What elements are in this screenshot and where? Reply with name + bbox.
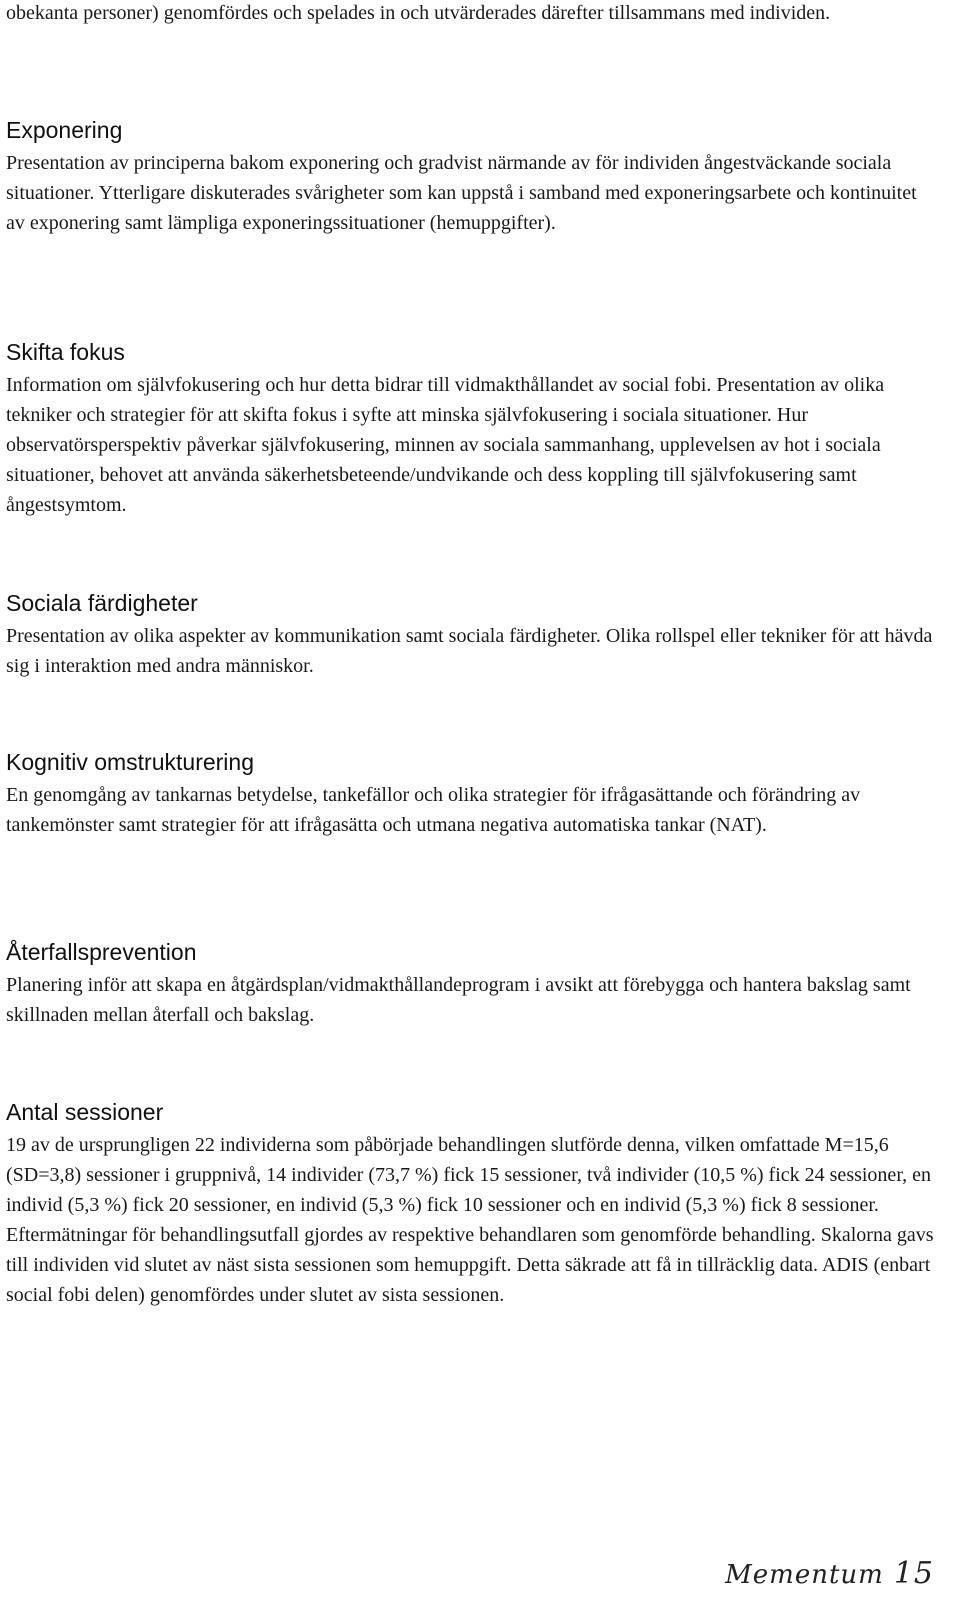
section-sociala-fardigheter [6,589,936,681]
publication-name: Mementum [725,1560,884,1590]
section-heading: Kognitiv omstrukturering [6,749,254,775]
section-heading: Skifta fokus [6,339,125,365]
section-antal-sessioner [6,1098,936,1310]
page-footer [725,1556,934,1591]
section-body: En genomgång av tankarnas betydelse, tankefällor och olika strategier för ifrågasättande och förändring av tankemönster samt strategier för att ifrågasätta och utmana negativa automatiska tankar (NAT). [6,784,861,836]
section-kognitiv-omstrukturering [6,748,936,840]
section-heading: Exponering [6,117,123,143]
section-body: Presentation av principerna bakom exponering och gradvist närmande av för individen ångestväckande sociala situationer. Ytterligare diskuterades svårigheter som kan uppstå i samband med exponeringsarbete och kontinuitet av exponering samt lämpliga exponeringssituationer (hemuppgifter). [6,152,917,234]
section-body: Information om självfokusering och hur detta bidrar till vidmakthållandet av social fobi. Presentation av olika tekniker och strategier för att skifta fokus i syfte att minska självfokusering i sociala situationer. Hur observatörsperspektiv påverkar självfokusering, minnen av sociala sammanhang, upplevelsen av hot i sociala situationer, behovet att använda säkerhetsbeteende/undvikande och dess koppling till självfokusering samt ångestsymtom. [6,374,885,516]
section-skifta-fokus [6,338,936,520]
section-body: Presentation av olika aspekter av kommunikation samt sociala färdigheter. Olika rollspel eller tekniker för att hävda sig i interaktion med andra människor. [6,625,933,677]
section-body: Planering inför att skapa en åtgärdsplan/vidmakthållandeprogram i avsikt att förebygga och hantera bakslag samt skillnaden mellan återfall och bakslag. [6,974,911,1026]
section-heading: Återfallsprevention [6,939,197,965]
lead-paragraph: obekanta personer) genomfördes och spelades in och utvärderades därefter tillsammans med individen. [6,2,831,24]
section-exponering [6,116,936,238]
section-aterfallsprevention [6,938,936,1030]
page-number: 15 [893,1556,934,1591]
section-heading: Sociala färdigheter [6,590,198,616]
section-heading: Antal sessioner [6,1099,164,1125]
section-body: 19 av de ursprungligen 22 individerna som påbörjade behandlingen slutförde denna, vilken omfattade M=15,6 (SD=3,8) sessioner i gruppnivå, 14 individer (73,7 %) fick 15 sessioner, två individer (10,5 %) fick 24 sessioner, en individ (5,3 %) fick 20 sessioner, en individ (5,3 %) fick 10 sessioner och en individ (5,3 %) fick 8 sessioner. Eftermätningar för behandlingsutfall gjordes av respektive behandlaren som genomförde behandling. Skalorna gavs till individen vid slutet av näst sista sessionen som hemuppgift. Detta säkrade att få in tillräcklig data. ADIS (enbart social fobi delen) genomfördes under slutet av sista sessionen. [6,1134,934,1306]
